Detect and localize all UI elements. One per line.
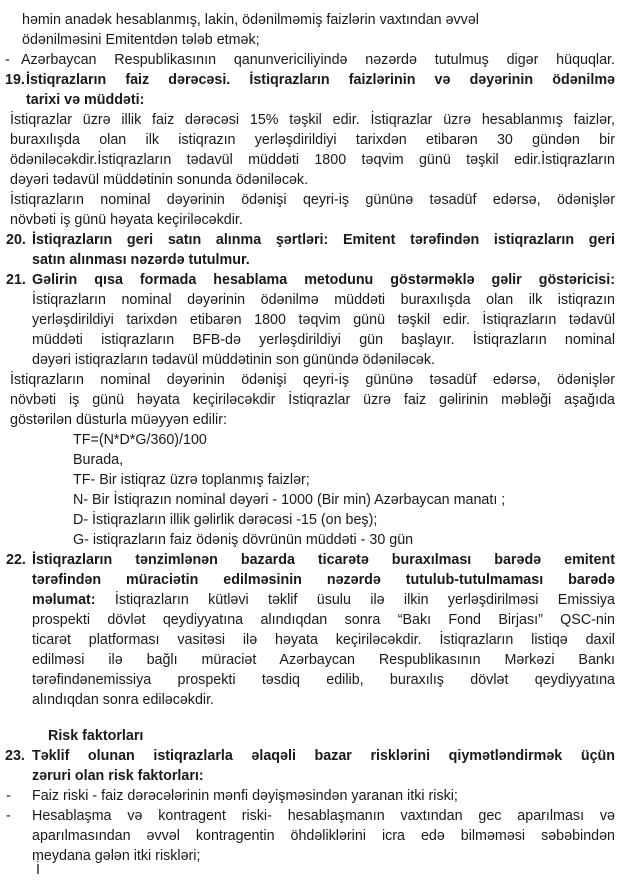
doc-line (10, 210, 615, 230)
item-number-marker: 20. (6, 232, 26, 248)
doc-line (22, 10, 615, 30)
doc-text: İstiqrazların kütləvi təklif üsulu ilə ilkin yerləşdirilməsi Emissiya (95, 592, 615, 608)
doc-line (6, 270, 615, 290)
list-dash-marker: - (5, 52, 10, 68)
doc-line (5, 50, 615, 70)
doc-text: növbəti iş günü həyata keçiriləcəkdir İstiqrazlar üzrə faiz gəlirinin məbləği aşağıda (10, 392, 615, 408)
doc-text: N- Bir İstiqrazın nominal dəyəri - 1000 (Bir min) Azərbaycan manatı ; (73, 492, 506, 508)
item-number-marker: 22. (6, 552, 26, 568)
doc-text: ödəniləcəkdir.İstiqrazların tədavül müddəti 1800 təqvim günü təşkil edir.İstiqrazların (10, 152, 615, 168)
doc-line (73, 490, 615, 510)
doc-text: həmin anadək hesablanmış, lakin, ödənilməmiş faizlərin vaxtından əvvəl (22, 12, 479, 28)
doc-text: Hesablaşma və kontragent riski- hesablaşmanın vaxtından gec aparılması və (32, 808, 615, 824)
doc-line (32, 350, 615, 370)
doc-line (10, 150, 615, 170)
doc-line (73, 470, 615, 490)
doc-line (32, 670, 615, 690)
doc-text: buraxılışda olan ilk istiqrazın yerləşdirildiyi tarixdən etibarən 30 gündən bir (10, 132, 615, 148)
doc-line (10, 370, 615, 390)
doc-line (48, 726, 615, 746)
doc-line (73, 530, 615, 550)
doc-line (32, 290, 615, 310)
list-dash-marker: - (6, 808, 11, 824)
doc-line (32, 330, 615, 350)
doc-line (10, 170, 615, 190)
doc-text: prospekti dövlət qeydiyyatına alındıqdan sonra “Bakı Fond Birjası” QSC-nin (32, 612, 615, 628)
doc-line (32, 690, 615, 710)
doc-line (10, 110, 615, 130)
doc-line (32, 250, 615, 270)
doc-line (10, 130, 615, 150)
list-dash-marker: - (6, 788, 11, 804)
doc-text: növbəti iş günü həyata keçiriləcəkdir. (10, 212, 243, 228)
doc-text-bold: İstiqrazların tənzimlənən bazarda ticarətə buraxılması barədə emitent (32, 552, 615, 568)
doc-line (6, 786, 615, 806)
doc-line (32, 650, 615, 670)
doc-text-bold: zəruri olan risk faktorları: (32, 768, 204, 784)
doc-text: Azərbaycan Respublikasının qanunvericiliyində nəzərdə tutulmuş digər hüquqlar. (21, 52, 615, 68)
doc-text: Faiz riski - faiz dərəcələrinin mənfi dəyişməsindən yaranan itki riski; (32, 788, 458, 804)
doc-line (32, 766, 615, 786)
doc-text: meydana gələn itki riskləri; (32, 848, 201, 864)
doc-line (32, 590, 615, 610)
cutoff-line (36, 860, 615, 880)
doc-text: G- istiqrazların faiz ödəniş dövrünün müddəti - 30 gün (73, 532, 414, 548)
doc-text: İ (36, 862, 40, 878)
doc-line (32, 826, 615, 846)
doc-text: aparılmasından əvvəl kontragentin öhdəliklərini icra edə bilməməsi səbəbindən (32, 828, 615, 844)
item-number-marker: 21. (6, 272, 26, 288)
doc-line (32, 310, 615, 330)
doc-text: yerləşdirildiyi tarixdən etibarən 1800 təqvim günü təşkil edir. İstiqrazların tədavül (32, 312, 615, 328)
doc-text: İstiqrazların nominal dəyərinin ödənişi qeyri-iş gününə təsadüf edərsə, ödənişlər (10, 372, 615, 388)
doc-text: ödənilməsini Emitentdən tələb etmək; (22, 32, 260, 48)
doc-text: Burada, (73, 452, 124, 468)
doc-line (10, 190, 615, 210)
doc-text-bold: satın alınması nəzərdə tutulmur. (32, 252, 250, 268)
doc-line (6, 550, 615, 570)
doc-line (6, 806, 615, 826)
doc-text: İstiqrazlar üzrə illik faiz dərəcəsi 15% təşkil edir. İstiqrazlar üzrə hesablanmış faizlər, (10, 112, 615, 128)
doc-text: İstiqrazların nominal dəyərinin ödənilmə müddəti buraxılışda olan ilk istiqrazın (32, 292, 615, 308)
doc-text-bold: tərəfindən müraciətin edilməsinin nəzərdə tutulub-tutulmaması barədə (32, 572, 615, 588)
doc-text-bold: Risk faktorları (48, 728, 144, 744)
doc-text-bold: Gəlirin qısa formada hesablama metodunu göstərməklə gəlir göstəricisi: (32, 272, 615, 288)
doc-text-bold: İstiqrazların faiz dərəcəsi. İstiqrazların faizlərinin və dəyərinin ödənilmə (26, 72, 615, 88)
paragraph-gap (0, 710, 624, 726)
doc-text: müddəti istiqrazların BFB-də yerləşdirildiyi gün başlayır. İstiqrazların nominal (32, 332, 615, 348)
doc-line (10, 410, 615, 430)
doc-line (6, 230, 615, 250)
doc-line (32, 630, 615, 650)
item-number-marker: 23. (5, 748, 25, 764)
doc-text: TF- Bir istiqraz üzrə toplanmış faizlər; (73, 472, 310, 488)
doc-text: ticarət platforması vasitəsi ilə həyata keçiriləcəkdir. İstiqrazların listiqə daxil (32, 632, 615, 648)
doc-text: dəyəri tədavül müddətinin sonunda ödəniləcək. (10, 172, 309, 188)
doc-text-bold: İstiqrazların geri satın alınma şərtləri: Emitent tərəfindən istiqrazların geri (32, 232, 615, 248)
doc-text: edilməsi ilə bağlı müraciət Azərbaycan Respublikasının Mərkəzi Bankı (32, 652, 615, 668)
item-number-marker: 19. (5, 72, 25, 88)
doc-text: İstiqrazların nominal dəyərinin ödənişi qeyri-iş gününə təsadüf edərsə, ödənişlər (10, 192, 615, 208)
doc-text: tərəfindənemissiya prospekti təsdiq edilib, buraxılış dövlət qeydiyyatına (32, 672, 615, 688)
doc-text-bold: tarixi və müddəti: (26, 92, 145, 108)
doc-line (5, 70, 615, 90)
doc-text: göstərilən düsturla müəyyən edilir: (10, 412, 227, 428)
doc-text-bold: Təklif olunan istiqrazlarla əlaqəli bazar risklərini qiymətləndirmək üçün (32, 748, 615, 764)
doc-line (73, 450, 615, 470)
doc-text: TF=(N*D*G/360)/100 (73, 432, 207, 448)
doc-line (26, 90, 615, 110)
doc-line (22, 30, 615, 50)
doc-text: D- İstiqrazların illik gəlirlik dərəcəsi -15 (on beş); (73, 512, 378, 528)
doc-line (5, 746, 615, 766)
doc-line (32, 610, 615, 630)
doc-text: alındıqdan sonra ediləcəkdir. (32, 692, 215, 708)
doc-line (73, 510, 615, 530)
doc-text: dəyəri istiqrazların tədavül müddətinin son günündə ödəniləcək. (32, 352, 435, 368)
doc-line (10, 390, 615, 410)
doc-text-bold: məlumat: (32, 592, 96, 608)
doc-line (32, 570, 615, 590)
doc-line (73, 430, 615, 450)
